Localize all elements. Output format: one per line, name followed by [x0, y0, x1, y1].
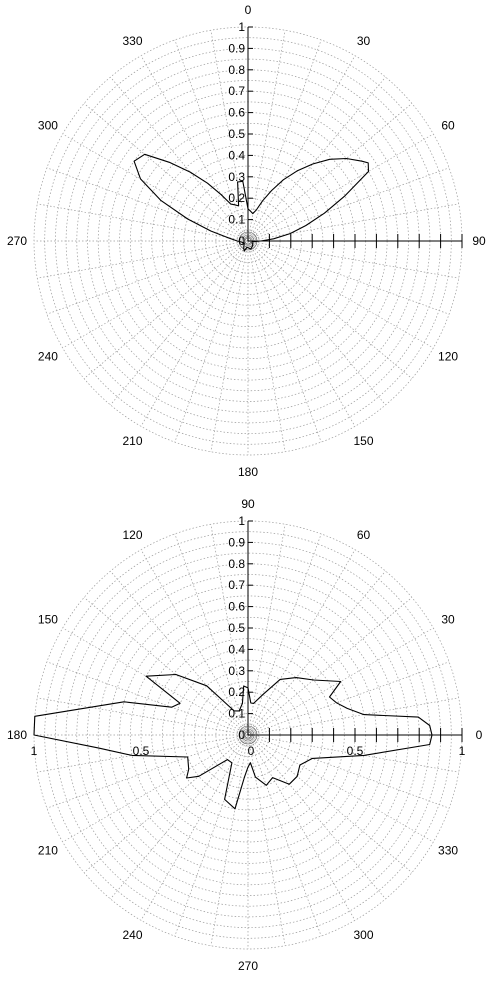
- angle-tick-label: 240: [122, 928, 143, 943]
- angle-tick-label: 240: [37, 349, 58, 364]
- angle-tick-label: 180: [237, 465, 259, 479]
- grid-spoke: [84, 735, 248, 873]
- angle-tick-label: 0: [475, 728, 483, 742]
- angle-tick-label: 150: [353, 434, 374, 449]
- grid-spoke: [175, 735, 248, 936]
- radial-tick-label: 0: [238, 728, 245, 742]
- angle-tick-label: 180: [6, 728, 28, 742]
- angle-tick-label: 210: [122, 434, 143, 449]
- grid-spoke: [248, 40, 321, 241]
- radial-tick-label: 0.3: [228, 663, 245, 678]
- axis-tick-label: 0.5: [346, 744, 364, 758]
- grid-spoke: [84, 241, 248, 379]
- angle-tick-label: 0: [244, 3, 252, 17]
- grid-spoke: [248, 735, 285, 946]
- grid-spoke: [63, 241, 248, 348]
- angle-tick-label: 60: [356, 527, 371, 542]
- radial-tick-label: 0.2: [228, 191, 245, 206]
- axis-tick-label: 1: [30, 744, 38, 758]
- radial-tick-label: 0.2: [228, 685, 245, 700]
- angle-tick-label: 120: [438, 349, 459, 364]
- angle-tick-label: 30: [356, 33, 371, 48]
- angle-tick-label: 330: [438, 843, 459, 858]
- angle-tick-label: 270: [6, 234, 28, 248]
- radial-tick-label: 0.5: [228, 127, 245, 141]
- radial-tick-label: 0.6: [228, 599, 245, 614]
- angle-tick-label: 330: [122, 33, 143, 48]
- radial-tick-label: 0.3: [228, 169, 245, 184]
- angle-tick-label: 210: [37, 843, 58, 858]
- angle-tick-label: 90: [241, 497, 255, 511]
- grid-spoke: [175, 241, 248, 442]
- polar-plot-bottom: [0, 494, 495, 988]
- angle-tick-label: 270: [237, 959, 259, 973]
- radial-tick-label: 0.9: [228, 535, 245, 550]
- radial-tick-label: 0: [238, 234, 245, 248]
- radial-tick-label: 0.4: [228, 642, 245, 657]
- radial-tick-label: 0.6: [228, 105, 245, 120]
- radial-tick-label: 0.4: [228, 148, 245, 163]
- radial-tick-label: 0.8: [228, 62, 245, 77]
- axis-tick-label: 1: [458, 744, 466, 758]
- grid-spoke: [141, 241, 248, 426]
- grid-spoke: [248, 241, 285, 452]
- angle-tick-label: 120: [122, 527, 143, 542]
- radial-tick-label: 0.1: [228, 706, 245, 721]
- radial-tick-label: 0.1: [228, 212, 245, 227]
- radial-tick-label: 1: [238, 20, 245, 34]
- radial-tick-label: 0.7: [228, 84, 245, 99]
- radial-tick-label: 0.9: [228, 41, 245, 56]
- axis-tick-label: 0.5: [132, 744, 150, 758]
- radial-tick-label: 0.8: [228, 556, 245, 571]
- angle-tick-label: 300: [37, 118, 58, 133]
- radial-tick-label: 1: [238, 514, 245, 528]
- angle-tick-label: 90: [472, 234, 486, 248]
- radial-tick-label: 0.7: [228, 578, 245, 593]
- angle-tick-label: 30: [441, 612, 455, 627]
- angle-tick-label: 60: [441, 118, 455, 133]
- grid-spoke: [248, 534, 321, 735]
- polar-chart-bottom: [0, 494, 495, 988]
- radial-tick-label: 0.5: [228, 621, 245, 635]
- axis-tick-label: 0: [247, 744, 255, 758]
- grid-spoke: [63, 735, 248, 842]
- angle-tick-label: 300: [353, 928, 374, 943]
- angle-tick-label: 150: [37, 612, 58, 627]
